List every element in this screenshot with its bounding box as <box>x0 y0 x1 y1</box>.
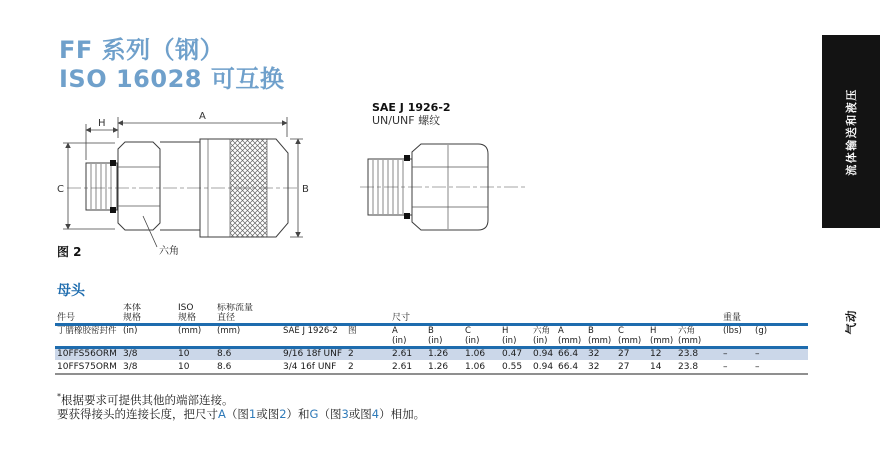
thread-annotation <box>372 101 451 127</box>
col-header: B (mm) <box>588 326 612 346</box>
footnotes <box>57 390 425 421</box>
hex-body <box>118 142 160 230</box>
part-number: 10FFS56ORM <box>57 349 117 359</box>
col-header: A (mm) <box>558 326 582 346</box>
parts-table <box>55 303 808 375</box>
o-ring-bottom <box>404 213 410 219</box>
col-header-dims: 尺寸 <box>392 313 411 323</box>
dim-h <box>86 117 118 160</box>
part-number: 10FFS75ORM <box>57 362 117 372</box>
o-ring-bottom <box>110 207 116 213</box>
col-header: C (in) <box>465 326 480 346</box>
col-header: (mm) <box>217 326 241 336</box>
col-header: (mm) <box>178 326 202 336</box>
male-thread-end <box>86 160 117 213</box>
sidebar-tab-fluid-label: 流体输送和液压 <box>845 87 858 176</box>
col-header: H (mm) <box>650 326 674 346</box>
col-header: 六角 (in) <box>533 326 551 346</box>
figure-caption: 图 2 <box>57 245 82 259</box>
section-heading: 母头 <box>57 283 85 299</box>
col-header: 图 <box>348 326 357 336</box>
col-header: 本体 规格 <box>123 303 142 323</box>
col-header: 六角 (mm) <box>678 326 702 346</box>
dim-label-b: B <box>302 184 309 195</box>
knurl-band <box>230 139 267 237</box>
thread-end-drawing <box>360 128 530 238</box>
page-title <box>59 36 284 94</box>
col-header: 标称流量 直径 <box>217 303 254 323</box>
col-header: 件号 <box>57 313 76 323</box>
hex-callout <box>143 216 179 257</box>
col-header: (lbs) <box>723 326 742 336</box>
col-header: B (in) <box>428 326 443 346</box>
col-header: ISO 规格 <box>178 303 197 323</box>
footnote-1: *根据要求可提供其他的端部连接。 <box>57 392 234 407</box>
o-ring-top <box>404 155 410 161</box>
col-header: SAE J 1926-2 <box>283 326 338 336</box>
col-header <box>346 303 390 325</box>
coupling-drawing <box>55 103 355 263</box>
dim-label-c: C <box>57 184 64 195</box>
table-row: 10FFS75ORM 3/8 10 8.6 3/4 16f UNF 2 2.61 1.26 1.06 0.55 0.94 66.4 32 27 14 23.8 – – <box>55 361 808 374</box>
footnote-2: 要获得接头的连接长度，把尺寸A（图1或图2）和G（图3或图4）相加。 <box>57 406 426 421</box>
thread-annotation-type: UN/UNF 螺纹 <box>372 114 441 127</box>
col-header: (g) <box>755 326 768 336</box>
dim-label-a: A <box>199 111 206 122</box>
col-header: C (mm) <box>618 326 642 346</box>
table-row: 10FFS56ORM 3/8 10 8.6 9/16 18f UNF 2 2.61 1.26 1.06 0.47 0.94 66.4 32 27 12 23.8 – – <box>55 348 808 362</box>
sidebar-tab-pneumatic-label: 气动 <box>844 309 858 335</box>
table-sub-header-row <box>55 325 808 348</box>
dim-a <box>118 111 287 137</box>
thread-annotation-spec: SAE J 1926-2 <box>372 101 451 114</box>
col-header: A (in) <box>392 326 407 346</box>
page-title-line1: FF 系列（钢） <box>59 36 225 64</box>
col-header-weight: 重量 <box>723 313 742 323</box>
page-title-line2: ISO 16028 可互换 <box>59 65 285 93</box>
col-header-seal: 丁腈橡胶密封件 <box>57 326 117 336</box>
col-header <box>281 303 346 325</box>
table-group-header-row <box>55 303 808 325</box>
col-header: H (in) <box>502 326 517 346</box>
sidebar-tab-pneumatic <box>822 296 880 348</box>
dim-label-h: H <box>98 118 106 129</box>
hex-callout-label: 六角 <box>159 246 179 257</box>
sidebar-tab-fluid <box>822 35 880 228</box>
col-header: (in) <box>123 326 138 336</box>
o-ring-top <box>110 160 116 166</box>
